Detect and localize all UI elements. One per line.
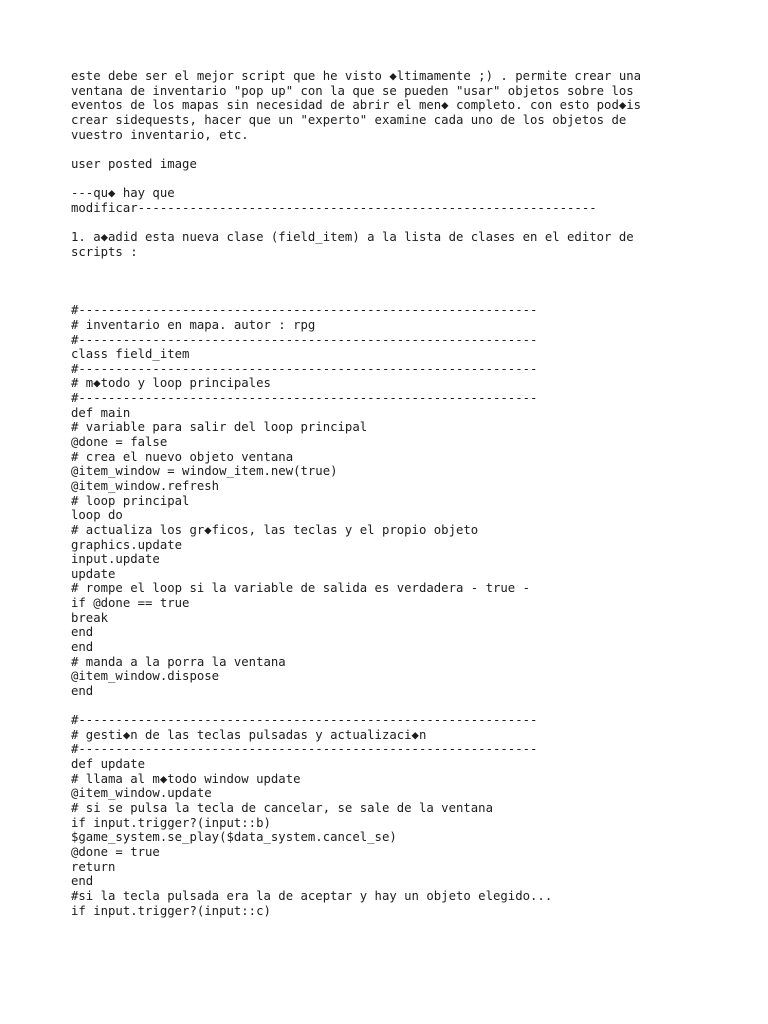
- text-line: @done = false: [71, 435, 168, 450]
- text-line: # loop principal: [71, 493, 190, 508]
- text-line: graphics.update: [71, 537, 183, 552]
- text-line: eventos de los mapas sin necesidad de abrir el men◆ completo. con esto pod◆is: [71, 98, 642, 113]
- text-line: vuestro inventario, etc.: [71, 127, 249, 142]
- text-line: def main: [71, 405, 131, 420]
- text-line: #--------------------------------------------------------------: [71, 713, 538, 728]
- text-line: [71, 274, 751, 289]
- text-line: #si la tecla pulsada era la de aceptar y hay un objeto elegido...: [71, 888, 553, 903]
- text-line: @item_window.update: [71, 786, 212, 801]
- text-line: # actualiza los gr◆ficos, las teclas y el propio objeto: [71, 522, 479, 537]
- text-line: #--------------------------------------------------------------: [71, 303, 538, 318]
- text-line: [71, 142, 751, 157]
- text-line: [71, 171, 751, 186]
- text-line: return: [71, 859, 116, 874]
- text-line: este debe ser el mejor script que he visto ◆ltimamente ;) . permite crear una: [71, 69, 642, 83]
- text-line: 1. a◆adid esta nueva clase (field_item) a la lista de clases en el editor de: [71, 230, 634, 245]
- text-line: # variable para salir del loop principal: [71, 420, 368, 435]
- text-line: scripts :: [71, 244, 138, 259]
- text-line: end: [71, 874, 94, 889]
- text-line: if input.trigger?(input::b): [71, 815, 271, 830]
- text-line: # manda a la porra la ventana: [71, 654, 286, 669]
- text-line: input.update: [71, 552, 160, 567]
- text-line: if @done == true: [71, 596, 190, 611]
- text-line: #--------------------------------------------------------------: [71, 391, 538, 406]
- text-line: [71, 215, 751, 230]
- text-line: # si se pulsa la tecla de cancelar, se sale de la ventana: [71, 801, 493, 816]
- document-body: [71, 69, 751, 918]
- text-line: modificar--------------------------------------------------------------: [71, 200, 597, 215]
- text-line: #--------------------------------------------------------------: [71, 742, 538, 757]
- text-line: # m◆todo y loop principales: [71, 376, 271, 391]
- text-line: def update: [71, 757, 146, 772]
- text-line: $game_system.se_play($data_system.cancel_se): [71, 830, 397, 845]
- text-line: [71, 259, 751, 274]
- text-line: @done = true: [71, 844, 160, 859]
- text-line: class field_item: [71, 347, 190, 362]
- text-line: # rompe el loop si la variable de salida es verdadera - true -: [71, 581, 531, 596]
- text-line: if input.trigger?(input::c): [71, 903, 271, 918]
- text-line: end: [71, 683, 94, 698]
- text-line: update: [71, 566, 116, 581]
- text-line: @item_window = window_item.new(true): [71, 464, 338, 479]
- text-line: user posted image: [71, 156, 197, 171]
- text-line: crear sidequests, hacer que un "experto" examine cada uno de los objetos de: [71, 112, 627, 127]
- text-line: end: [71, 639, 94, 654]
- text-line: #--------------------------------------------------------------: [71, 361, 538, 376]
- text-line: [71, 289, 751, 304]
- text-line: # gesti◆n de las teclas pulsadas y actualizaci◆n: [71, 727, 427, 742]
- text-line: @item_window.dispose: [71, 669, 220, 684]
- text-line: break: [71, 610, 109, 625]
- text-line: # crea el nuevo objeto ventana: [71, 449, 294, 464]
- text-line: @item_window.refresh: [71, 478, 220, 493]
- text-line: #--------------------------------------------------------------: [71, 332, 538, 347]
- text-line: ---qu◆ hay que: [71, 186, 175, 201]
- text-line: [71, 699, 751, 714]
- text-line: ventana de inventario "pop up" con la que se pueden "usar" objetos sobre los: [71, 83, 634, 98]
- text-line: end: [71, 625, 94, 640]
- text-line: # inventario en mapa. autor : rpg: [71, 317, 316, 332]
- text-line: loop do: [71, 508, 123, 523]
- text-line: # llama al m◆todo window update: [71, 771, 301, 786]
